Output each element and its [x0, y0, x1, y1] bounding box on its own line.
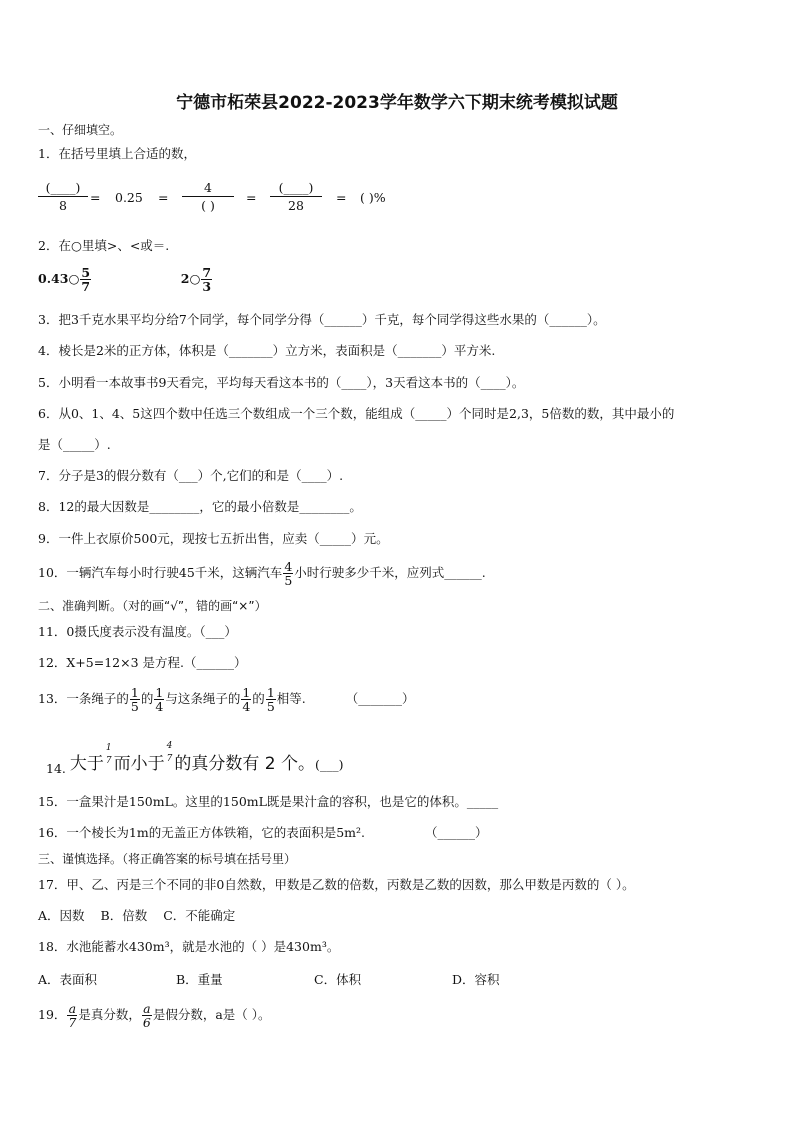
numerator: 1	[130, 685, 139, 700]
fraction-2-denominator: ( )	[201, 198, 215, 213]
fraction-3	[270, 180, 322, 213]
option-c: C．体积	[314, 972, 362, 987]
question-10	[38, 560, 486, 587]
question-number: 14.	[46, 761, 66, 776]
denominator: 6	[142, 1015, 151, 1030]
text: 16．一个棱长为1m的无盖正方体铁箱，它的表面积是5m².	[38, 825, 366, 840]
option-b: B．倍数	[100, 908, 148, 923]
text: 的真分数有 2 个。	[174, 754, 315, 774]
option-d: D．容积	[452, 972, 500, 987]
option-a: A．表面积	[38, 972, 98, 987]
fraction-3-numerator: (____)	[270, 180, 322, 197]
numerator: 1	[266, 685, 275, 700]
denominator: 4	[155, 699, 164, 714]
question-17-options	[38, 908, 235, 924]
question-17: 17．甲、乙、丙是三个不同的非0自然数，甲数是乙数的倍数，丙数是乙数的因数，那么甲数是丙数的（ ）。	[38, 877, 635, 892]
answer-blank: （_______）	[345, 691, 415, 706]
fraction-7-3	[201, 266, 212, 293]
question-18: 18．水池能蓄水430m³，就是水池的（ ）是430m³。	[38, 939, 340, 954]
section-1-heading: 一、仔细填空。	[38, 123, 123, 137]
fraction-4-5	[283, 560, 293, 587]
numerator: 4	[284, 559, 293, 574]
question-10-text-end: 小时行驶多少千米，应列式______.	[294, 565, 486, 580]
section-2-heading: 二、准确判断。（对的画“√”，错的画“×”）	[38, 599, 267, 613]
fraction	[130, 686, 140, 713]
fraction-4-7	[166, 740, 174, 766]
fraction	[241, 686, 251, 713]
question-12: 12．X+5=12×3 是方程.（______）	[38, 655, 247, 670]
denominator: 3	[202, 279, 212, 294]
fraction	[154, 686, 164, 713]
denominator: 7	[105, 756, 112, 766]
equals-sign: =	[336, 190, 347, 205]
numerator: 1	[105, 743, 112, 753]
text: 是假分数，a是（ ）。	[152, 1007, 271, 1022]
text: 的	[252, 691, 265, 706]
answer-blank: (___)	[314, 757, 344, 772]
question-7: 7．分子是3的假分数有（___）个,它们的和是（____）.	[38, 468, 344, 483]
numerator: 1	[242, 685, 251, 700]
denominator: 4	[242, 699, 251, 714]
question-13	[38, 686, 415, 713]
question-9: 9．一件上衣原价500元，现按七五折出售，应卖（_____）元。	[38, 531, 389, 546]
option-c: C．不能确定	[163, 908, 236, 923]
question-15: 15．一盒果汁是150mL。这里的150mL既是果汁盒的容积，也是它的体积。_____	[38, 794, 499, 809]
equals-sign: =	[90, 190, 101, 205]
question-19	[38, 1002, 271, 1029]
fraction-1	[38, 180, 88, 213]
text: 13．一条绳子的	[38, 691, 129, 706]
numerator: a	[143, 1001, 151, 1016]
numerator: 1	[155, 685, 164, 700]
fraction-1-denominator: 8	[59, 198, 67, 213]
denominator: 7	[166, 754, 173, 764]
question-2-text: 2．在○里填>、<或＝.	[38, 238, 170, 253]
text: 是真分数，	[78, 1007, 141, 1022]
denominator: 7	[68, 1015, 77, 1030]
equals-sign: =	[246, 190, 257, 205]
percent-blank: ( )%	[360, 190, 386, 205]
option-b: B．重量	[176, 972, 223, 987]
question-14	[38, 740, 343, 780]
text: 的	[140, 691, 154, 706]
question-6-line-1: 6．从0、1、4、5这四个数中任选三个数组成一个三个数，能组成（_____）个同时是2,3，5倍数的数，其中最小的	[38, 406, 675, 421]
question-4: 4．棱长是2米的正方体，体积是（_______）立方米，表面积是（_______）平方米.	[38, 343, 496, 358]
fraction-2-numerator: 4	[182, 180, 234, 197]
text: 而小于	[113, 754, 165, 774]
question-1-text: 1．在括号里填上合适的数，	[38, 146, 196, 161]
question-6-line-2: 是（_____）.	[38, 437, 111, 452]
numerator: 5	[81, 265, 91, 280]
fraction-1-numerator: (____)	[38, 180, 88, 197]
section-3-heading: 三、谨慎选择。（将正确答案的标号填在括号里）	[38, 852, 297, 866]
answer-blank: （______）	[425, 825, 488, 840]
question-3: 3．把3千克水果平均分给7个同学，每个同学分得（______）千克，每个同学得这些水果的（______）。	[38, 312, 606, 327]
decimal-value: 0.25	[115, 190, 143, 205]
fraction-a-7	[67, 1002, 77, 1029]
text: 相等.	[276, 691, 306, 706]
fraction-5-7	[80, 266, 91, 293]
text: 与这条绳子的	[165, 691, 241, 706]
equals-sign: =	[158, 190, 169, 205]
question-number: 19．	[38, 1007, 67, 1022]
question-8: 8．12的最大因数是________，它的最小倍数是________。	[38, 499, 362, 514]
question-11: 11．0摄氏度表示没有温度。（___）	[38, 624, 237, 639]
denominator: 5	[266, 699, 275, 714]
fraction-a-6	[142, 1002, 152, 1029]
compare-left-a: 0.43○	[38, 271, 80, 286]
page-title: 宁德市柘荣县2022-2023学年数学六下期末统考模拟试题	[176, 93, 618, 113]
compare-left-b: 2○	[180, 271, 201, 286]
denominator: 5	[130, 699, 139, 714]
question-16	[38, 825, 488, 841]
text: 大于	[69, 754, 104, 774]
numerator: 7	[202, 265, 212, 280]
question-2-items	[38, 266, 213, 293]
fraction-3-denominator: 28	[288, 198, 304, 213]
denominator: 5	[284, 573, 293, 588]
numerator: 4	[166, 741, 173, 751]
question-10-text: 10．一辆汽车每小时行驶45千米，这辆汽车	[38, 565, 283, 580]
fraction	[266, 686, 276, 713]
question-5: 5．小明看一本故事书9天看完，平均每天看这本书的（____），3天看这本书的（____）。	[38, 375, 525, 390]
numerator: a	[68, 1001, 77, 1016]
option-a: A．因数	[38, 908, 85, 923]
denominator: 7	[81, 279, 91, 294]
fraction-1-7	[105, 742, 113, 768]
fraction-2	[182, 180, 234, 213]
